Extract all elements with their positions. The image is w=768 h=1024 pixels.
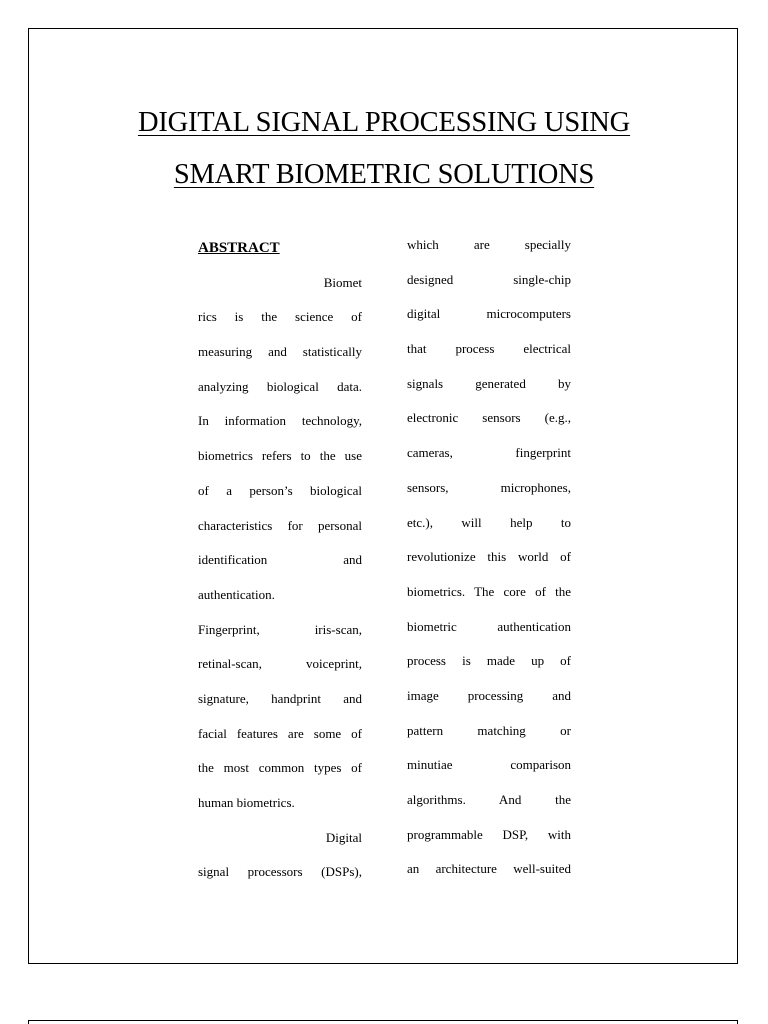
text-line: signal processors (DSPs), (198, 864, 362, 880)
text-line: electronic sensors (e.g., (407, 410, 571, 426)
document-title-line-2: SMART BIOMETRIC SOLUTIONS (173, 159, 595, 190)
text-line: Digital (325, 829, 362, 845)
text-line: minutiae comparison (407, 757, 571, 773)
text-line: characteristics for personal (198, 517, 362, 533)
text-line: rics is the science of (198, 309, 362, 325)
text-line: image processing and (407, 687, 571, 703)
right-text-column (407, 228, 571, 887)
document-title-line-1: DIGITAL SIGNAL PROCESSING USING (137, 107, 631, 138)
text-line: revolutionize this world of (407, 549, 571, 565)
abstract-heading-line (198, 231, 362, 266)
text-line: etc.), will help to (407, 514, 571, 530)
text-line: Fingerprint, iris-scan, (198, 621, 362, 637)
text-line: the most common types of (198, 760, 362, 776)
text-line: of a person’s biological (198, 482, 362, 498)
abstract-heading: ABSTRACT (198, 240, 280, 256)
text-line: programmable DSP, with (407, 826, 571, 842)
text-line: In information technology, (198, 413, 362, 429)
text-line: process is made up of (407, 653, 571, 669)
text-line: cameras, fingerprint (407, 445, 571, 461)
text-line: biometric authentication (407, 618, 571, 634)
left-text-column (198, 231, 362, 890)
text-line: retinal-scan, voiceprint, (198, 656, 362, 672)
text-line: signature, handprint and (198, 690, 362, 706)
text-line: designed single-chip (407, 271, 571, 287)
text-line: signals generated by (407, 375, 571, 391)
text-line: which are specially (407, 237, 571, 252)
text-line: analyzing biological data. (198, 378, 362, 394)
text-line: digital microcomputers (407, 306, 571, 322)
text-line: pattern matching or (407, 722, 571, 738)
text-line: human biometrics. (198, 795, 295, 810)
text-line: facial features are some of (198, 725, 362, 741)
text-line: biometrics refers to the use (198, 448, 362, 464)
text-line: authentication. (198, 586, 275, 602)
next-page-border (28, 1020, 738, 1024)
text-line: Biomet (323, 274, 362, 290)
text-line: measuring and statistically (198, 344, 362, 360)
text-line: identification and (198, 552, 362, 568)
text-line: biometrics. The core of the (407, 583, 571, 599)
text-line: that process electrical (407, 341, 571, 357)
text-line: an architecture well-suited (407, 861, 571, 877)
text-line: sensors, microphones, (407, 479, 571, 495)
text-line: algorithms. And the (407, 792, 571, 807)
